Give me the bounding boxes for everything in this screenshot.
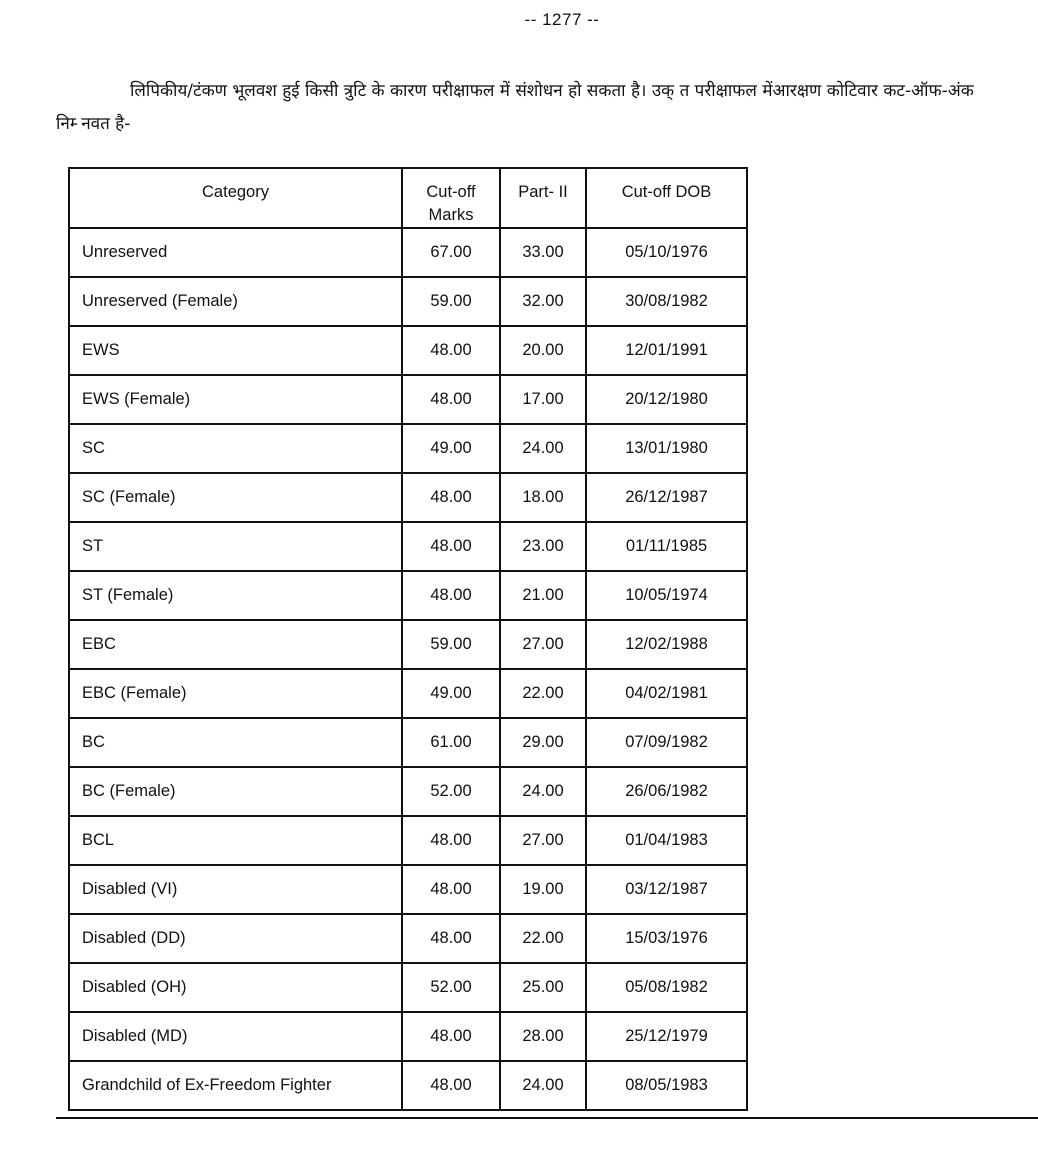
- cell-dob: 01/11/1985: [586, 522, 747, 571]
- cell-dob: 12/01/1991: [586, 326, 747, 375]
- cell-marks: 48.00: [402, 522, 500, 571]
- table-row: [69, 326, 747, 375]
- cell-part2: 23.00: [500, 522, 586, 571]
- table-row: [69, 375, 747, 424]
- cell-dob: 26/06/1982: [586, 767, 747, 816]
- cell-dob: 25/12/1979: [586, 1012, 747, 1061]
- table-row: [69, 963, 747, 1012]
- cell-marks: 67.00: [402, 228, 500, 277]
- page-number: -- 1277 --: [524, 10, 600, 29]
- table-row: [69, 718, 747, 767]
- cell-category: EWS (Female): [69, 375, 402, 424]
- cell-dob: 07/09/1982: [586, 718, 747, 767]
- cell-marks: 49.00: [402, 424, 500, 473]
- cell-part2: 27.00: [500, 816, 586, 865]
- cell-part2: 28.00: [500, 1012, 586, 1061]
- cell-category: Unreserved (Female): [69, 277, 402, 326]
- cell-category: ST (Female): [69, 571, 402, 620]
- cell-category: SC (Female): [69, 473, 402, 522]
- cell-category: ST: [69, 522, 402, 571]
- table-row: [69, 473, 747, 522]
- cell-part2: 24.00: [500, 1061, 586, 1110]
- table-row: [69, 865, 747, 914]
- cell-dob: 26/12/1987: [586, 473, 747, 522]
- cell-marks: 59.00: [402, 620, 500, 669]
- header-cutoff-dob: Cut-off DOB: [586, 168, 747, 228]
- table-row: [69, 424, 747, 473]
- table-row: [69, 571, 747, 620]
- cell-marks: 49.00: [402, 669, 500, 718]
- cell-dob: 20/12/1980: [586, 375, 747, 424]
- cell-category: SC: [69, 424, 402, 473]
- cell-category: BCL: [69, 816, 402, 865]
- cell-marks: 52.00: [402, 963, 500, 1012]
- cell-part2: 25.00: [500, 963, 586, 1012]
- table-row: [69, 767, 747, 816]
- cell-category: Disabled (MD): [69, 1012, 402, 1061]
- cell-dob: 13/01/1980: [586, 424, 747, 473]
- table-header-row: [69, 168, 747, 228]
- cell-dob: 03/12/1987: [586, 865, 747, 914]
- cell-dob: 15/03/1976: [586, 914, 747, 963]
- cell-category: Disabled (OH): [69, 963, 402, 1012]
- cell-marks: 52.00: [402, 767, 500, 816]
- table-row: [69, 522, 747, 571]
- table-row: [69, 914, 747, 963]
- cell-category: Disabled (DD): [69, 914, 402, 963]
- cell-part2: 20.00: [500, 326, 586, 375]
- cell-marks: 48.00: [402, 1012, 500, 1061]
- cell-part2: 19.00: [500, 865, 586, 914]
- cell-marks: 48.00: [402, 326, 500, 375]
- cell-category: Grandchild of Ex-Freedom Fighter: [69, 1061, 402, 1110]
- bottom-divider: [56, 1117, 1038, 1119]
- cell-marks: 59.00: [402, 277, 500, 326]
- cell-marks: 48.00: [402, 914, 500, 963]
- table-row: [69, 228, 747, 277]
- header-category: Category: [69, 168, 402, 228]
- table-row: [69, 669, 747, 718]
- cell-marks: 48.00: [402, 816, 500, 865]
- cell-part2: 27.00: [500, 620, 586, 669]
- table-row: [69, 620, 747, 669]
- cell-category: EWS: [69, 326, 402, 375]
- cell-dob: 12/02/1988: [586, 620, 747, 669]
- cell-marks: 48.00: [402, 375, 500, 424]
- cell-dob: 05/10/1976: [586, 228, 747, 277]
- cell-category: BC (Female): [69, 767, 402, 816]
- cell-category: Unreserved: [69, 228, 402, 277]
- cell-dob: 05/08/1982: [586, 963, 747, 1012]
- cell-dob: 10/05/1974: [586, 571, 747, 620]
- notice-text: लिपिकीय/टंकण भूलवश हुई किसी त्रुटि के कारण परीक्षाफल में संशोधन हो सकता है। उक् त परीक्षाफल मेंआरक्षण कोटिवार कट-ऑफ-अंक निम्‍ नवत है-: [56, 81, 974, 134]
- cell-category: EBC (Female): [69, 669, 402, 718]
- cell-marks: 48.00: [402, 473, 500, 522]
- cell-part2: 17.00: [500, 375, 586, 424]
- cell-dob: 04/02/1981: [586, 669, 747, 718]
- cell-part2: 22.00: [500, 669, 586, 718]
- header-cutoff-marks: Cut-off Marks: [402, 168, 500, 228]
- cell-part2: 18.00: [500, 473, 586, 522]
- cell-part2: 21.00: [500, 571, 586, 620]
- cell-category: Disabled (VI): [69, 865, 402, 914]
- cell-category: EBC: [69, 620, 402, 669]
- cell-marks: 48.00: [402, 1061, 500, 1110]
- cell-part2: 24.00: [500, 424, 586, 473]
- cell-part2: 29.00: [500, 718, 586, 767]
- cutoff-table: [68, 167, 748, 1111]
- table-row: [69, 277, 747, 326]
- table-row: [69, 816, 747, 865]
- cell-part2: 24.00: [500, 767, 586, 816]
- table-row: [69, 1012, 747, 1061]
- cell-category: BC: [69, 718, 402, 767]
- table-row: [69, 1061, 747, 1110]
- cell-dob: 30/08/1982: [586, 277, 747, 326]
- cell-marks: 61.00: [402, 718, 500, 767]
- cell-part2: 22.00: [500, 914, 586, 963]
- cell-part2: 33.00: [500, 228, 586, 277]
- cell-marks: 48.00: [402, 865, 500, 914]
- cell-part2: 32.00: [500, 277, 586, 326]
- cell-marks: 48.00: [402, 571, 500, 620]
- header-part2: Part- II: [500, 168, 586, 228]
- cell-dob: 08/05/1983: [586, 1061, 747, 1110]
- cell-dob: 01/04/1983: [586, 816, 747, 865]
